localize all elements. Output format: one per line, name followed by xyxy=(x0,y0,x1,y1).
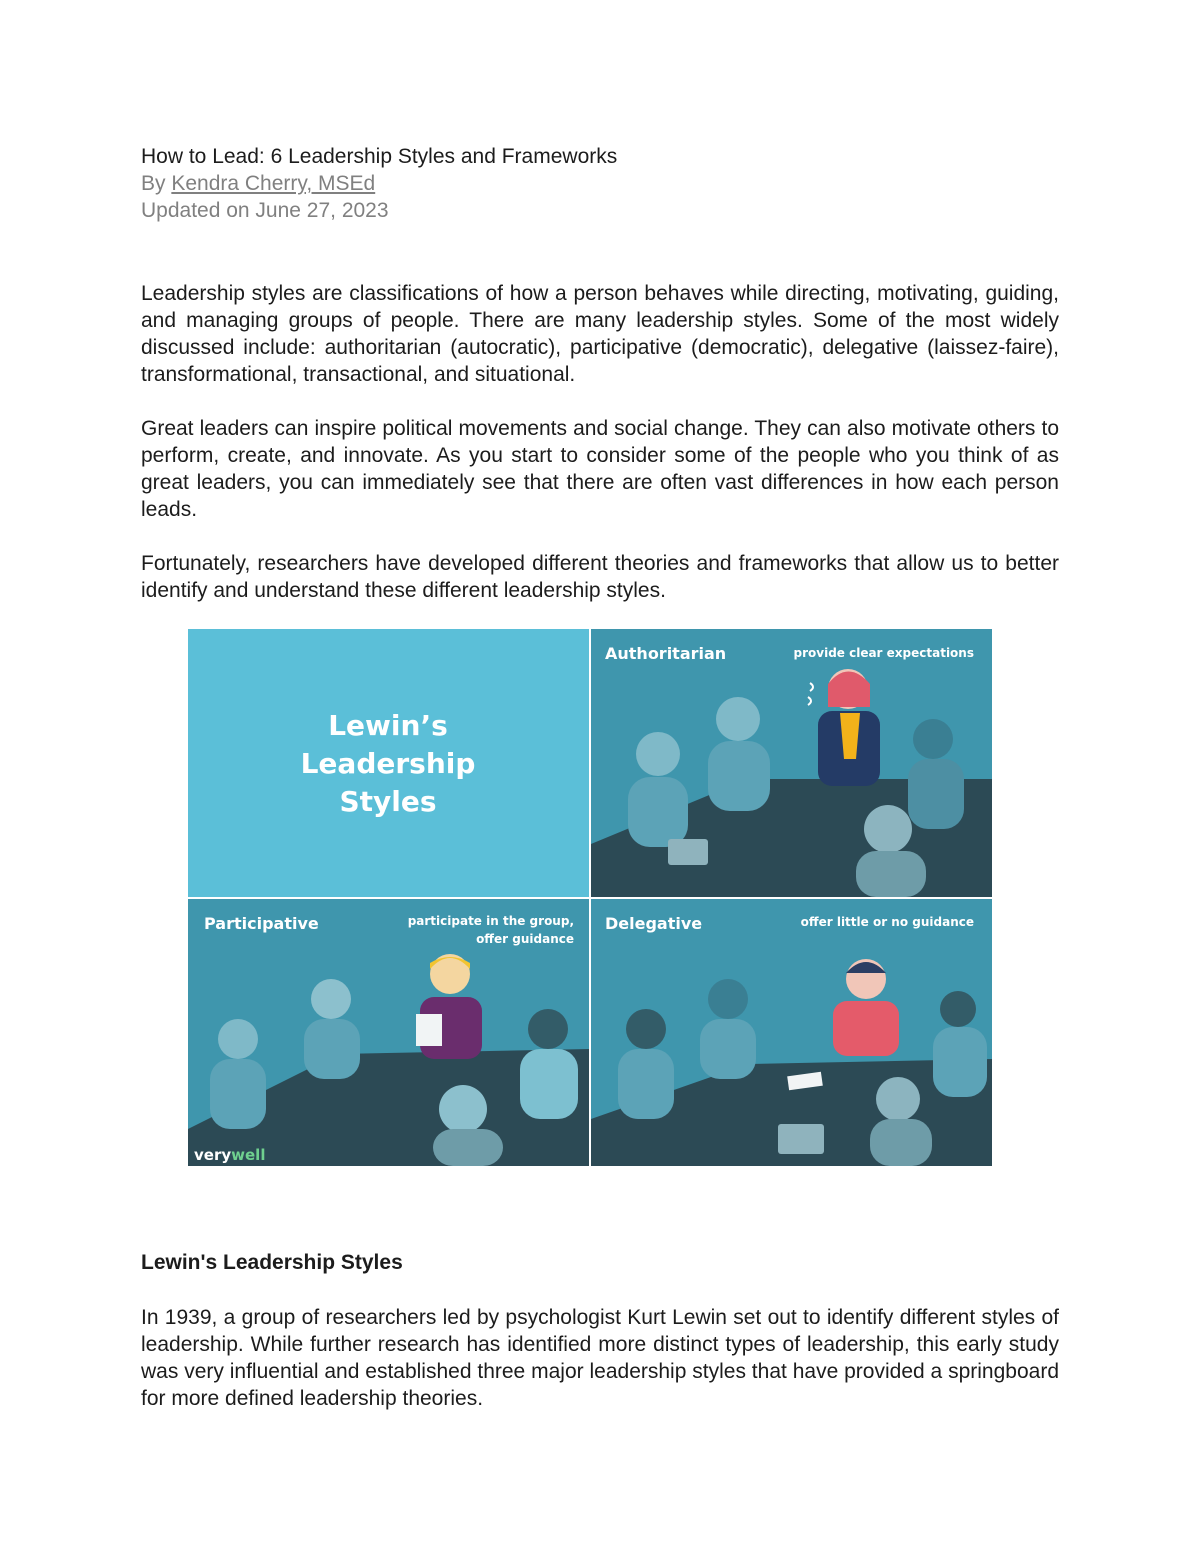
brand-logo-well: well xyxy=(231,1146,266,1164)
authoritarian-caption: provide clear expectations xyxy=(793,646,974,660)
delegative-panel xyxy=(591,899,992,1166)
participative-caption-line-2: offer guidance xyxy=(476,932,574,946)
intro-paragraph: Leadership styles are classifications of how a person behaves while directing, motivating, guiding, and managing groups of people. There are many leadership styles. Some of the most widely discussed include: authoritarian (autocratic), participative (democratic), delegative (laissez-faire), transformational, transactional, and situational. xyxy=(141,282,1059,386)
authoritarian-panel xyxy=(591,629,992,897)
section-heading: Lewin's Leadership Styles xyxy=(141,1251,403,1274)
updated-date: Updated on June 27, 2023 xyxy=(141,199,389,222)
infographic-title-line-2: Leadership xyxy=(300,747,476,780)
authoritarian-label: Authoritarian xyxy=(605,644,727,663)
participative-label: Participative xyxy=(204,914,319,933)
brand-logo-very: very xyxy=(194,1146,232,1164)
frameworks-paragraph: Fortunately, researchers have developed different theories and frameworks that allow us to better identify and understand these different leadership styles. xyxy=(141,552,1059,602)
participative-caption-line-1: participate in the group, xyxy=(407,914,574,928)
byline-prefix: By xyxy=(141,172,172,195)
delegative-caption: offer little or no guidance xyxy=(800,915,974,929)
lewin-styles-infographic xyxy=(188,629,992,1166)
author-link[interactable]: Kendra Cherry, MSEd xyxy=(171,172,376,195)
byline xyxy=(141,170,375,197)
brand-logo xyxy=(194,1146,265,1164)
article-title: How to Lead: 6 Leadership Styles and Frameworks xyxy=(141,145,618,168)
delegative-label: Delegative xyxy=(605,914,703,933)
lewin-paragraph: In 1939, a group of researchers led by psychologist Kurt Lewin set out to identify different styles of leadership. While further research has identified more distinct types of leadership, this early study was very influential and established three major leadership styles that have provided a springboard for more defined leadership theories. xyxy=(141,1306,1059,1410)
infographic-title-line-3: Styles xyxy=(339,785,437,818)
infographic-title-line-1: Lewin’s xyxy=(328,709,448,742)
leaders-paragraph: Great leaders can inspire political movements and social change. They can also motivate others to perform, create, and innovate. As you start to consider some of the people who you think of as great leaders, you can immediately see that there are often vast differences in how each person leads. xyxy=(141,417,1059,521)
